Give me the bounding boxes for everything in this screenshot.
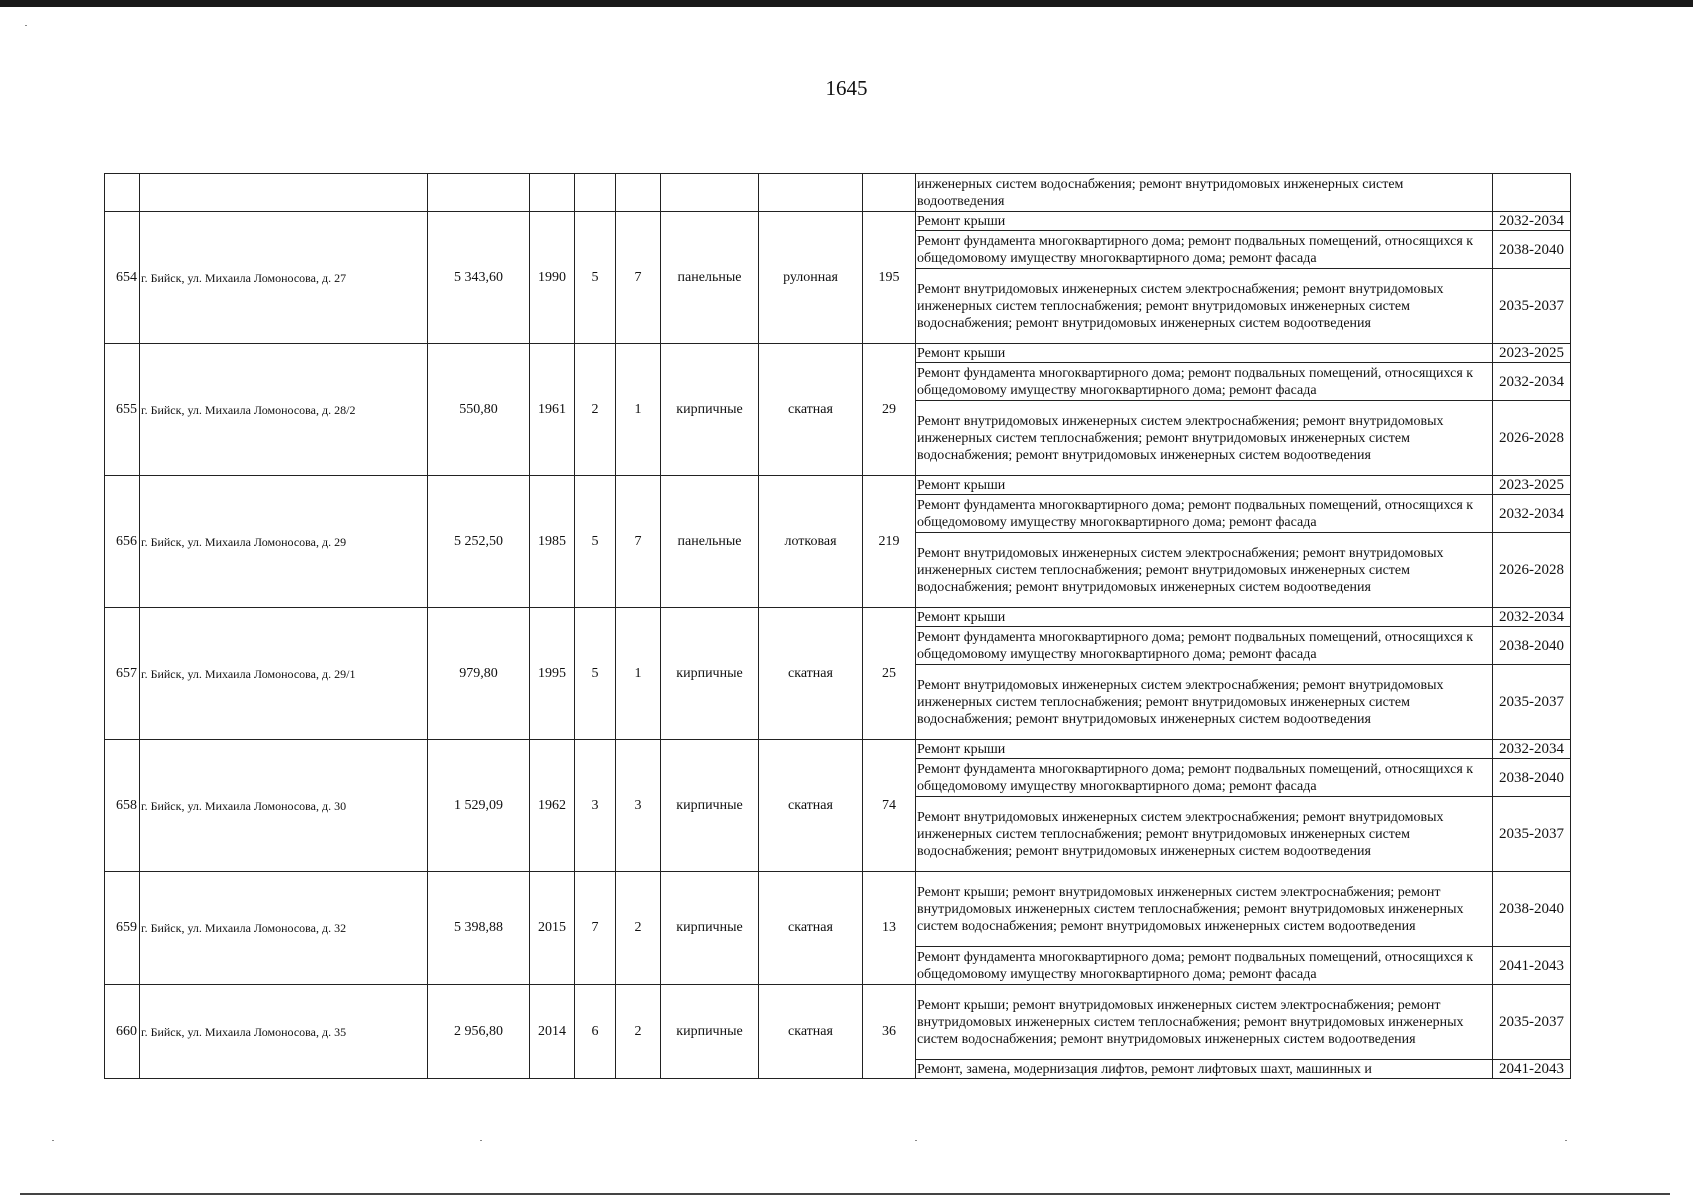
roof-type-cell: лотковая [759, 476, 863, 608]
residents-cell: 195 [863, 212, 916, 344]
scan-bottom-edge [20, 1193, 1670, 1195]
work-period: 2032-2034 [1493, 608, 1571, 627]
entrances-cell: 7 [616, 476, 661, 608]
work-description: Ремонт фундамента многоквартирного дома; ремонт подвальных помещений, относящихся к общедомовому имуществу многоквартирного дома; ремонт фасада [916, 231, 1493, 269]
entrances-cell: 1 [616, 608, 661, 740]
page-number: 1645 [825, 76, 868, 100]
area-cell: 5 252,50 [428, 476, 530, 608]
row-number: 659 [105, 872, 140, 985]
floors-cell: 5 [575, 476, 616, 608]
work-period: 2038-2040 [1493, 759, 1571, 797]
year-cell: 1962 [530, 740, 575, 872]
empty-cell [530, 174, 575, 212]
work-description: Ремонт крыши [916, 212, 1493, 231]
work-description: инженерных систем водоснабжения; ремонт внутридомовых инженерных систем водоотведения [916, 174, 1493, 212]
empty-cell [616, 174, 661, 212]
entrances-cell: 2 [616, 985, 661, 1079]
work-period: 2023-2025 [1493, 344, 1571, 363]
work-period: 2038-2040 [1493, 231, 1571, 269]
work-period: 2032-2034 [1493, 363, 1571, 401]
floors-cell: 2 [575, 344, 616, 476]
floors-cell: 5 [575, 608, 616, 740]
row-number: 656 [105, 476, 140, 608]
roof-type-cell: скатная [759, 872, 863, 985]
work-description: Ремонт крыши [916, 476, 1493, 495]
floors-cell: 3 [575, 740, 616, 872]
work-period: 2032-2034 [1493, 495, 1571, 533]
work-description: Ремонт, замена, модернизация лифтов, ремонт лифтовых шахт, машинных и [916, 1060, 1493, 1079]
walls-material-cell: кирпичные [661, 608, 759, 740]
entrances-cell: 1 [616, 344, 661, 476]
work-period: 2041-2043 [1493, 1060, 1571, 1079]
empty-cell [759, 174, 863, 212]
building-row [105, 476, 1571, 495]
work-description: Ремонт внутридомовых инженерных систем электроснабжения; ремонт внутридомовых инженерных систем теплоснабжения; ремонт внутридомовых инженерных систем водоснабжения; ремонт внутридомовых инженерных систем водоотведения [916, 269, 1493, 344]
work-period: 2035-2037 [1493, 665, 1571, 740]
empty-cell [863, 174, 916, 212]
work-description: Ремонт внутридомовых инженерных систем электроснабжения; ремонт внутридомовых инженерных систем теплоснабжения; ремонт внутридомовых инженерных систем водоснабжения; ремонт внутридомовых инженерных систем водоотведения [916, 665, 1493, 740]
walls-material-cell: кирпичные [661, 344, 759, 476]
year-cell: 2015 [530, 872, 575, 985]
residents-cell: 25 [863, 608, 916, 740]
work-period: 2041-2043 [1493, 947, 1571, 985]
residents-cell: 219 [863, 476, 916, 608]
work-period: 2038-2040 [1493, 872, 1571, 947]
work-description: Ремонт фундамента многоквартирного дома; ремонт подвальных помещений, относящихся к общедомовому имуществу многоквартирного дома; ремонт фасада [916, 495, 1493, 533]
roof-type-cell: рулонная [759, 212, 863, 344]
floors-cell: 6 [575, 985, 616, 1079]
walls-material-cell: кирпичные [661, 740, 759, 872]
address-cell: г. Бийск, ул. Михаила Ломоносова, д. 35 [140, 985, 428, 1079]
work-period [1493, 174, 1571, 212]
year-cell: 1961 [530, 344, 575, 476]
work-description: Ремонт внутридомовых инженерных систем электроснабжения; ремонт внутридомовых инженерных систем теплоснабжения; ремонт внутридомовых инженерных систем водоснабжения; ремонт внутридомовых инженерных систем водоотведения [916, 401, 1493, 476]
roof-type-cell: скатная [759, 344, 863, 476]
work-description: Ремонт фундамента многоквартирного дома; ремонт подвальных помещений, относящихся к общедомовому имуществу многоквартирного дома; ремонт фасада [916, 759, 1493, 797]
scan-top-edge [0, 0, 1693, 7]
residents-cell: 13 [863, 872, 916, 985]
year-cell: 2014 [530, 985, 575, 1079]
address-cell: г. Бийск, ул. Михаила Ломоносова, д. 30 [140, 740, 428, 872]
building-row [105, 872, 1571, 947]
area-cell: 550,80 [428, 344, 530, 476]
floors-cell: 7 [575, 872, 616, 985]
work-period: 2032-2034 [1493, 212, 1571, 231]
work-period: 2035-2037 [1493, 269, 1571, 344]
residents-cell: 29 [863, 344, 916, 476]
building-row [105, 344, 1571, 363]
empty-cell [575, 174, 616, 212]
work-period: 2026-2028 [1493, 401, 1571, 476]
building-row [105, 740, 1571, 759]
work-description: Ремонт фундамента многоквартирного дома; ремонт подвальных помещений, относящихся к общедомовому имуществу многоквартирного дома; ремонт фасада [916, 363, 1493, 401]
row-number: 658 [105, 740, 140, 872]
address-cell: г. Бийск, ул. Михаила Ломоносова, д. 29 [140, 476, 428, 608]
walls-material-cell: панельные [661, 476, 759, 608]
roof-type-cell: скатная [759, 740, 863, 872]
empty-cell [428, 174, 530, 212]
entrances-cell: 7 [616, 212, 661, 344]
work-description: Ремонт фундамента многоквартирного дома; ремонт подвальных помещений, относящихся к общедомовому имуществу многоквартирного дома; ремонт фасада [916, 627, 1493, 665]
roof-type-cell: скатная [759, 608, 863, 740]
work-description: Ремонт крыши; ремонт внутридомовых инженерных систем электроснабжения; ремонт внутридомовых инженерных систем теплоснабжения; ремонт внутридомовых инженерных систем водоснабжения; ремонт внутридомовых инженерных систем водоотведения [916, 872, 1493, 947]
work-period: 2032-2034 [1493, 740, 1571, 759]
work-description: Ремонт крыши [916, 344, 1493, 363]
empty-cell [105, 174, 140, 212]
year-cell: 1990 [530, 212, 575, 344]
floors-cell: 5 [575, 212, 616, 344]
area-cell: 1 529,09 [428, 740, 530, 872]
address-cell: г. Бийск, ул. Михаила Ломоносова, д. 27 [140, 212, 428, 344]
empty-cell [140, 174, 428, 212]
walls-material-cell: кирпичные [661, 985, 759, 1079]
capital-repair-table [104, 173, 1571, 1079]
row-number: 657 [105, 608, 140, 740]
year-cell: 1985 [530, 476, 575, 608]
roof-type-cell: скатная [759, 985, 863, 1079]
walls-material-cell: кирпичные [661, 872, 759, 985]
row-number: 654 [105, 212, 140, 344]
work-description: Ремонт фундамента многоквартирного дома; ремонт подвальных помещений, относящихся к общедомовому имуществу многоквартирного дома; ремонт фасада [916, 947, 1493, 985]
work-description: Ремонт крыши [916, 740, 1493, 759]
table-body [105, 174, 1571, 1079]
entrances-cell: 2 [616, 872, 661, 985]
area-cell: 2 956,80 [428, 985, 530, 1079]
row-number: 655 [105, 344, 140, 476]
work-period: 2038-2040 [1493, 627, 1571, 665]
residents-cell: 36 [863, 985, 916, 1079]
building-row [105, 608, 1571, 627]
building-row [105, 212, 1571, 231]
address-cell: г. Бийск, ул. Михаила Ломоносова, д. 28/2 [140, 344, 428, 476]
area-cell: 979,80 [428, 608, 530, 740]
building-row [105, 985, 1571, 1060]
row-number: 660 [105, 985, 140, 1079]
area-cell: 5 343,60 [428, 212, 530, 344]
area-cell: 5 398,88 [428, 872, 530, 985]
work-period: 2035-2037 [1493, 985, 1571, 1060]
continuation-row [105, 174, 1571, 212]
work-period: 2026-2028 [1493, 533, 1571, 608]
entrances-cell: 3 [616, 740, 661, 872]
walls-material-cell: панельные [661, 212, 759, 344]
work-description: Ремонт крыши; ремонт внутридомовых инженерных систем электроснабжения; ремонт внутридомовых инженерных систем теплоснабжения; ремонт внутридомовых инженерных систем водоснабжения; ремонт внутридомовых инженерных систем водоотведения [916, 985, 1493, 1060]
work-description: Ремонт внутридомовых инженерных систем электроснабжения; ремонт внутридомовых инженерных систем теплоснабжения; ремонт внутридомовых инженерных систем водоснабжения; ремонт внутридомовых инженерных систем водоотведения [916, 797, 1493, 872]
work-description: Ремонт внутридомовых инженерных систем электроснабжения; ремонт внутридомовых инженерных систем теплоснабжения; ремонт внутридомовых инженерных систем водоснабжения; ремонт внутридомовых инженерных систем водоотведения [916, 533, 1493, 608]
residents-cell: 74 [863, 740, 916, 872]
year-cell: 1995 [530, 608, 575, 740]
address-cell: г. Бийск, ул. Михаила Ломоносова, д. 29/1 [140, 608, 428, 740]
work-period: 2023-2025 [1493, 476, 1571, 495]
address-cell: г. Бийск, ул. Михаила Ломоносова, д. 32 [140, 872, 428, 985]
work-period: 2035-2037 [1493, 797, 1571, 872]
empty-cell [661, 174, 759, 212]
work-description: Ремонт крыши [916, 608, 1493, 627]
